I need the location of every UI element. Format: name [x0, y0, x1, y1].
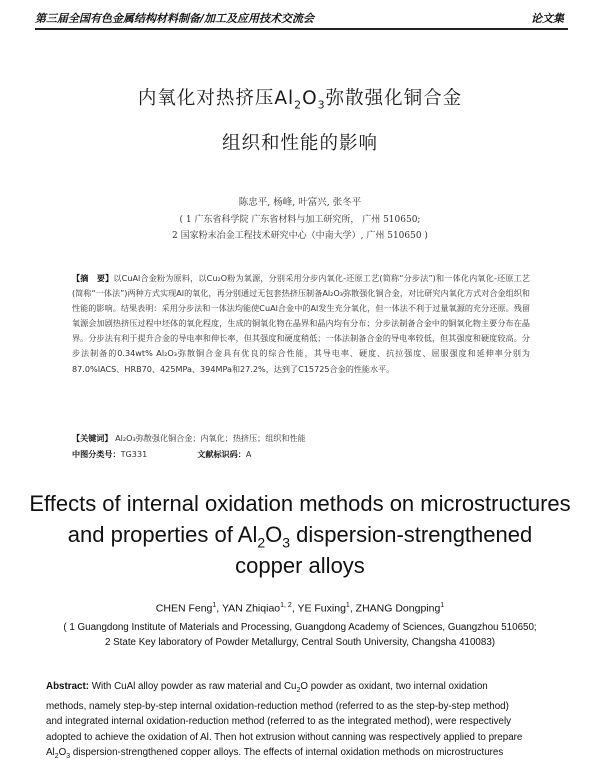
english-abstract-line-5: $Al_2O_3$ dispersion-strengthened copper alloys. The effects of internal oxidation methods on microstructures [46, 747, 504, 761]
english-abstract-label: Abstract: [46, 681, 90, 692]
english-authors: CHEN Feng$^1$, YAN Zhiqiao$^{1, 2}$, YE Fuxing$^1$, ZHANG Dongping$^1$ [155, 602, 445, 615]
english-title-line-3: copper alloys [235, 553, 365, 578]
english-title-line-1: Effects of internal oxidation methods on microstructures [29, 491, 571, 516]
conference-name: 第三届全国有色金属结构材料制备/加工及应用技术交流会 [35, 12, 315, 25]
chinese-title-line-1: 内氧化对热挤压$Al_2O_3$弥散强化铜合金 [137, 88, 463, 112]
chinese-title-line-2: 组织和性能的影响 [221, 133, 378, 154]
chinese-abstract-text: 以CuAl合金粉为原料，以Cu₂O粉为氧源，分别采用分步内氧化-还原工艺(简称“分步法”)和一体化内氧化-还原工艺(简称“一体法”)两种方式实现Al的氧化，再分别通过无包套热挤压制备Al₂O₃弥散强化铜合金，对比研究内氧化方式对合金组织和性能的影响。结果表明：采用分步法和一体法均能使CuAl合金中的Al发生充分氧化，但一体法不利于过量氧源的充分还原。残留氧源会加剧热挤压过程中坯体的氧化程度，生成的铜氧化物在晶界和晶内均有分布；分步法制备合金中的铜氧化物主要分布在晶界。分步法有利于提升合金的导电率和伸长率，但其强度和硬度稍低；一体法制备合金的导电率较低，但其强度和硬度较高。分步法制备的0.34wt% Al₂O₃弥散铜合金具有优良的综合性能，其导电率、硬度、抗拉强度、屈服强度和延伸率分别为87.0%IACS、HRB70、425MPa、394MPa和27.2%，达到了C15725合金的性能水平。 [72, 273, 530, 374]
keywords-label: 【关键词】 [72, 433, 113, 443]
clc-label: 中图分类号： [72, 449, 121, 459]
chinese-abstract [72, 271, 530, 377]
english-abstract-line-3: and integrated internal oxidation-reduction method (referred to as the integrated method), were respectively [46, 716, 512, 728]
author-chen-feng: CHEN Feng [155, 602, 213, 615]
running-header [35, 8, 568, 30]
author-yan-zhiqiao: YAN Zhiqiao [221, 602, 281, 615]
chinese-affiliation-1: ( 1 广东省科学院 广东省材料与加工研究所， 广州 510650; [179, 215, 421, 225]
english-abstract-line-2: methods, namely step-by-step internal oxidation-reduction method (referred to as the step-by-step method) [46, 700, 509, 712]
section-label: 论文集 [531, 12, 564, 25]
doc-code-value: A [245, 449, 252, 459]
keywords-text: Al₂O₃弥散强化铜合金；内氧化；热挤压；组织和性能 [115, 433, 306, 443]
clc-value: TG331 [120, 449, 148, 459]
doc-code-label: 文献标识码： [197, 449, 246, 459]
chinese-keywords [72, 433, 532, 444]
author-ye-fuxing: YE Fuxing [297, 602, 346, 615]
english-affiliation-2: 2 State Key laboratory of Powder Metallurgy, Central South University, Changsha 410083) [104, 637, 496, 648]
english-abstract-line-4: adopted to achieve the oxidation of Al. Then hot extrusion without canning was respectively applied to prepare [46, 731, 523, 743]
english-title-line-2: and properties of $Al_2O_3$ dispersion-strengthened [67, 522, 533, 551]
chinese-affiliation-2: 2 国家粉末冶金工程技术研究中心（中南大学）, 广州 510650 ) [172, 231, 428, 241]
chinese-authors: 陈忠平, 杨峰, 叶富兴, 张冬平 [238, 197, 362, 208]
author-zhang-dongping: ZHANG Dongping [355, 602, 441, 615]
english-abstract: Abstract: With CuAl alloy powder as raw material and $Cu_2O$ powder as oxidant, two internal oxidation methods, namely step-by-step internal oxidation-reduction method (referred to as the step-by-step method) and integrated internal oxidation-reduction method (referred to as the integrated method), were respectively adopted to achieve the oxidation of Al. Then hot extrusion without canning was respectively applied to prepare $Al_2O_3$ dispersion-strengthened copper alloys. The effects of internal oxidation methods on microstructures [46, 679, 556, 765]
english-affiliation-1: ( 1 Guangdong Institute of Materials and Processing, Guangdong Academy of Sciences, Guangzhou 510650; [63, 622, 537, 633]
classification-row [72, 449, 532, 460]
chinese-abstract-label: 【摘 要】 [72, 273, 114, 283]
